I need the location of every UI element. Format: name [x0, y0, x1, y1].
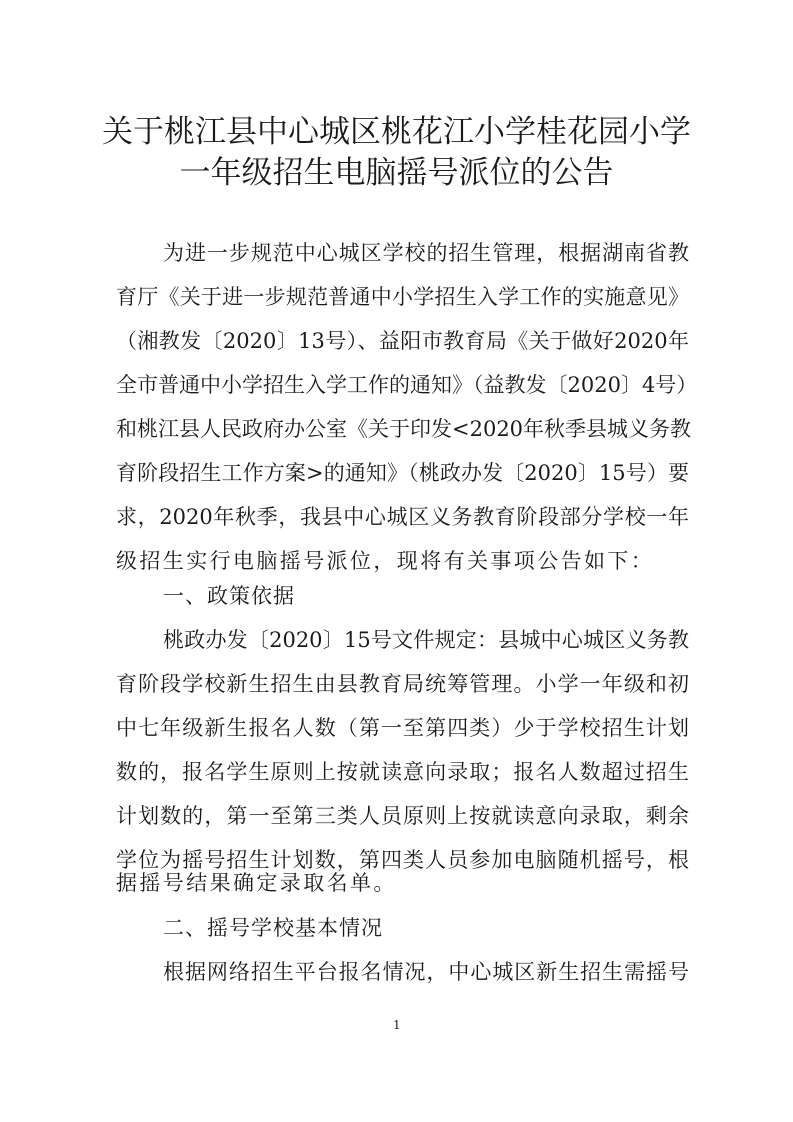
page-number: 1: [393, 1018, 401, 1032]
section2-paragraph-line: 根据网络招生平台报名情况，中心城区新生招生需摇号: [163, 960, 689, 984]
intro-paragraph-line: 和桃江县人民政府办公室《关于印发<2020年秋季县城义务教: [116, 417, 692, 441]
intro-paragraph-line: （湘教发〔2020〕13号）、益阳市教育局《关于做好2020年: [116, 329, 689, 353]
section-heading-policy-basis: 一、政策依据: [163, 584, 295, 608]
intro-paragraph-line: 育厅《关于进一步规范普通中小学招生入学工作的实施意见》: [116, 285, 689, 309]
section1-paragraph-line: 育阶段学校新生招生由县教育局统筹管理。小学一年级和初: [116, 672, 689, 696]
document-title-line-1: 关于桃江县中心城区桃花江小学桂花园小学: [102, 114, 691, 150]
section1-paragraph-line: 据摇号结果确定录取名单。: [116, 871, 397, 895]
section1-paragraph-line: 计划数的，第一至第三类人员原则上按就读意向录取，剩余: [116, 804, 689, 828]
intro-paragraph-line: 为进一步规范中心城区学校的招生管理，根据湖南省教: [163, 241, 689, 265]
intro-paragraph-line: 求，2020年秋季，我县中心城区义务教育阶段部分学校一年: [116, 505, 689, 529]
section-heading-school-info: 二、摇号学校基本情况: [163, 916, 383, 940]
section1-paragraph-line: 学位为摇号招生计划数，第四类人员参加电脑随机摇号，根: [116, 848, 689, 872]
intro-paragraph-line: 级招生实行电脑摇号派位，现将有关事项公告如下：: [116, 549, 655, 573]
document-title-line-2: 一年级招生电脑摇号派位的公告: [179, 155, 614, 191]
intro-paragraph-line: 育阶段招生工作方案>的通知》（桃政办发〔2020〕15号）要: [116, 461, 689, 485]
intro-paragraph-line: 全市普通中小学招生入学工作的通知》（益教发〔2020〕4号）: [116, 373, 698, 397]
section1-paragraph-line: 桃政办发〔2020〕15号文件规定：县城中心城区义务教: [163, 628, 689, 652]
section1-paragraph-line: 数的，报名学生原则上按就读意向录取；报名人数超过招生: [116, 760, 689, 784]
section1-paragraph-line: 中七年级新生报名人数（第一至第四类）少于学校招生计划: [116, 716, 689, 740]
